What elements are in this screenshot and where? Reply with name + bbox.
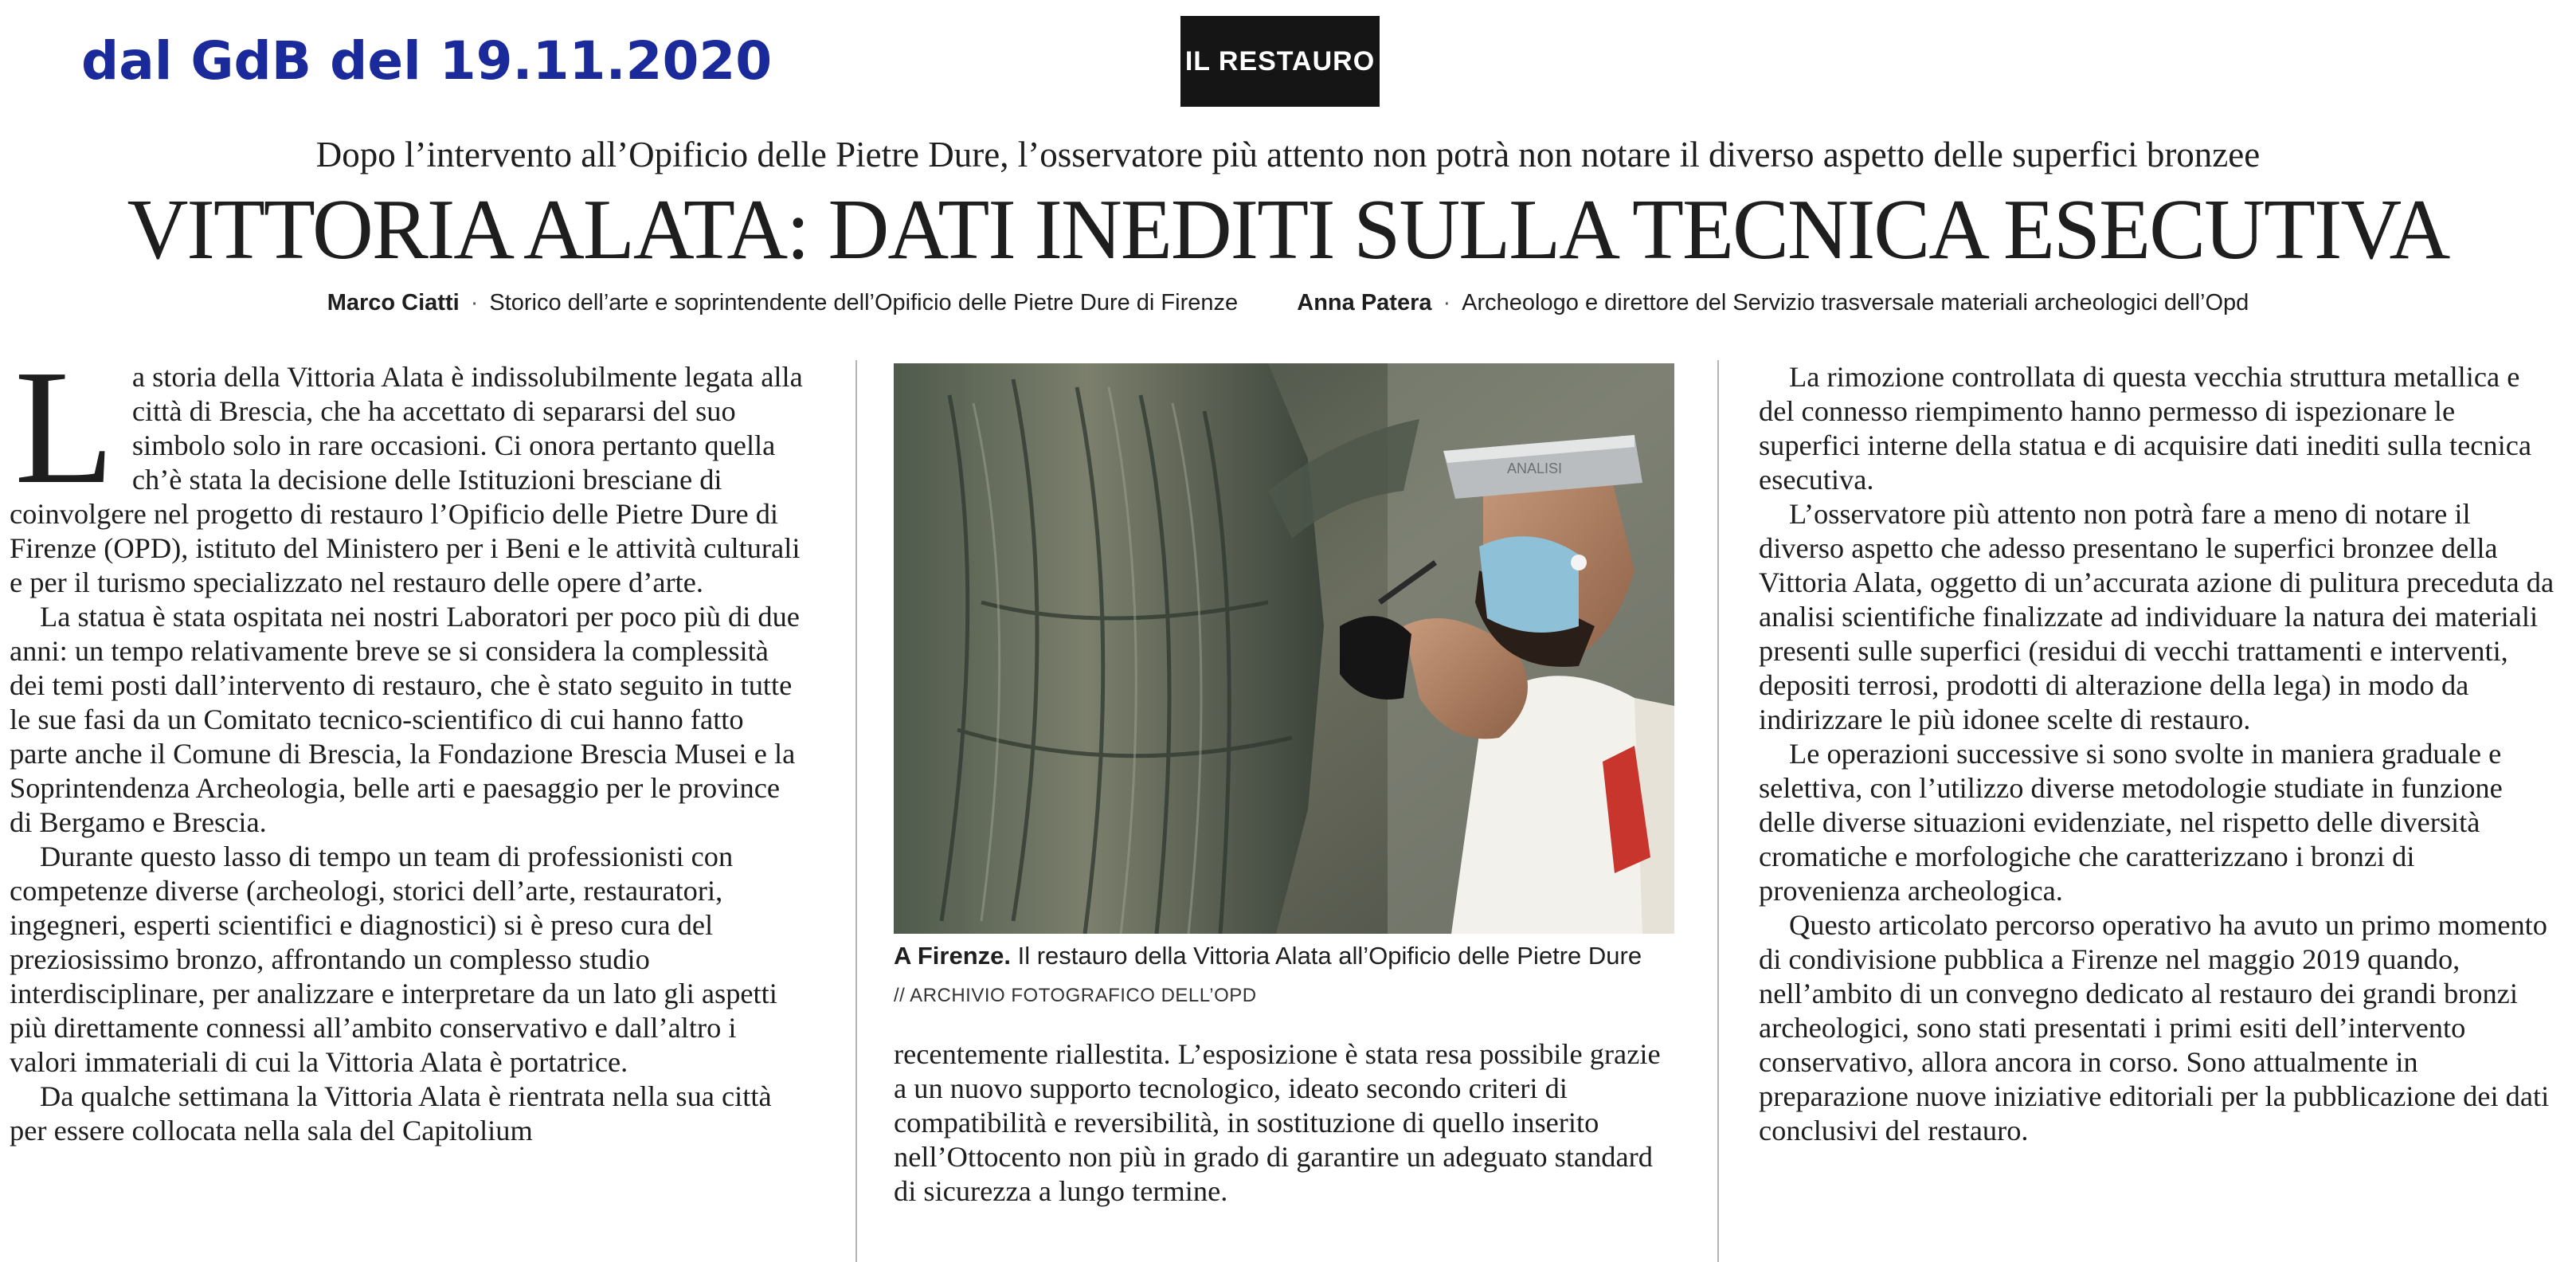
visor-label: ANALISI: [1507, 461, 1563, 476]
byline-separator-1: ·: [470, 290, 479, 316]
caption-text: Il restauro della Vittoria Alata all’Opificio delle Pietre Dure: [1017, 942, 1642, 970]
source-date-label: dal GdB del 19.11.2020: [81, 30, 773, 92]
byline-role-1: Storico dell’arte e soprintendente dell’Opificio delle Pietre Dure di Firenze: [489, 290, 1239, 316]
section-tag-label: IL RESTAURO: [1184, 45, 1376, 76]
article-column-2: [894, 1037, 1674, 1209]
byline-author-2: Anna Patera: [1297, 290, 1432, 316]
paragraph: Da qualche settimana la Vittoria Alata è rientrata nella sua città per essere collocata nella sala del Capitolium: [10, 1080, 772, 1146]
photo-credit: // ARCHIVIO FOTOGRAFICO DELL’OPD: [894, 985, 1257, 1006]
photo-caption: [894, 942, 1690, 970]
article-column-1: [10, 335, 806, 1148]
paragraph: recentemente riallestita. L’esposizione è stata resa possibile grazie a un nuovo supporto tecnologico, ideato secondo criteri di compatibilità e reversibilità, in sostituzione di quello inserito nell’Ottocento non più in grado di garantire un adeguato standard di sicurezza a lungo termine.: [894, 1038, 1661, 1207]
headline: VITTORIA ALATA: DATI INEDITI SULLA TECNICA ESECUTIVA: [127, 182, 2449, 277]
paragraph: [10, 335, 806, 600]
column-rule-left: [855, 360, 857, 1262]
kicker: Dopo l’intervento all’Opificio delle Pietre Dure, l’osservatore più attento non potrà non notare il diverso aspetto delle superfici bronzee: [315, 135, 2261, 174]
paragraph: L’osservatore più attento non potrà fare a meno di notare il diverso aspetto che adesso presentano le superfici bronzee della Vittoria Alata, oggetto di un’accurata azione di pulitura preceduta da analisi scientifiche finalizzate ad individuare la natura dei materiali presenti sulle superfici (residui di vecchi trattamenti e interventi, depositi terrosi, prodotti di alterazione della lega) in modo da indirizzare le più idonee scelte di restauro.: [1759, 498, 2554, 735]
paragraph: Le operazioni successive si sono svolte in maniera graduale e selettiva, con l’utilizzo diverse metodologie studiate in funzione delle diverse situazioni evidenziate, nel rispetto delle diversità cromatiche e morfologiche che caratterizzano i bronzi di provenienza archeologica.: [1759, 738, 2503, 907]
paragraph: Questo articolato percorso operativo ha avuto un primo momento di condivisione pubblica a Firenze nel maggio 2019 quando, nell’ambito di un convegno dedicato al restauro dei grandi bronzi archeologici, sono stati presentati i primi esiti dell’intervento conservativo, allora ancora in corso. Sono attualmente in preparazione nuove iniziative editoriali per la pubblicazione dei dati conclusivi del restauro.: [1759, 909, 2550, 1146]
paragraph: Durante questo lasso di tempo un team di professionisti con competenze diverse (archeologi, storici dell’arte, restauratori, ingegneri, esperti scientifici e diagnostici) si è preso cura del preziosissimo bronzo, affrontando un complesso studio interdisciplinare, per analizzare e interpretare da un lato gli aspetti più direttamente connessi all’ambito conservativo e dall’altro i valori immateriali di cui la Vittoria Alata è portatrice.: [10, 841, 777, 1078]
byline-separator-2: ·: [1443, 290, 1451, 316]
byline-author-1: Marco Ciatti: [327, 290, 460, 316]
byline-role-2: Archeologo e direttore del Servizio trasversale materiali archeologici dell’Opd: [1462, 290, 2249, 316]
drop-cap: L: [14, 335, 115, 518]
article-column-3: [1759, 360, 2555, 1148]
paragraph: La statua è stata ospitata nei nostri Laboratori per poco più di due anni: un tempo relativamente breve se si considera la complessità dei temi posti dall’intervento di restauro, che è stato seguito in tutte le sue fasi da un Comitato tecnico-scientifico di cui hanno fatto parte anche il Comune di Brescia, la Fondazione Brescia Musei e la Soprintendenza Archeologia, belle arti e paesaggio per le province di Bergamo e Brescia.: [10, 601, 800, 838]
section-tag: [1180, 16, 1380, 107]
caption-lead: A Firenze.: [894, 942, 1011, 970]
column-rule-right: [1717, 360, 1719, 1262]
bylines: [0, 290, 2576, 316]
paragraph-text: a storia della Vittoria Alata è indissolubilmente legata alla città di Brescia, che ha accettato di separarsi del suo simbolo solo in rare occasioni. Ci onora pertanto quella ch’è stata la decisione delle Istituzioni bresciane di coinvolgere nel progetto di restauro l’Opificio delle Pietre Dure di Firenze (OPD), istituto del Ministero per i Beni e le attività culturali e per il turismo specializzato nel restauro delle opere d’arte.: [10, 361, 803, 598]
paragraph: La rimozione controllata di questa vecchia struttura metallica e del connesso riempimento hanno permesso di ispezionare le superfici interne della statua e di acquisire dati inediti sulla tecnica esecutiva.: [1759, 361, 2532, 496]
restoration-photo-illustration: [894, 363, 1674, 934]
restoration-photo: [894, 363, 1674, 934]
